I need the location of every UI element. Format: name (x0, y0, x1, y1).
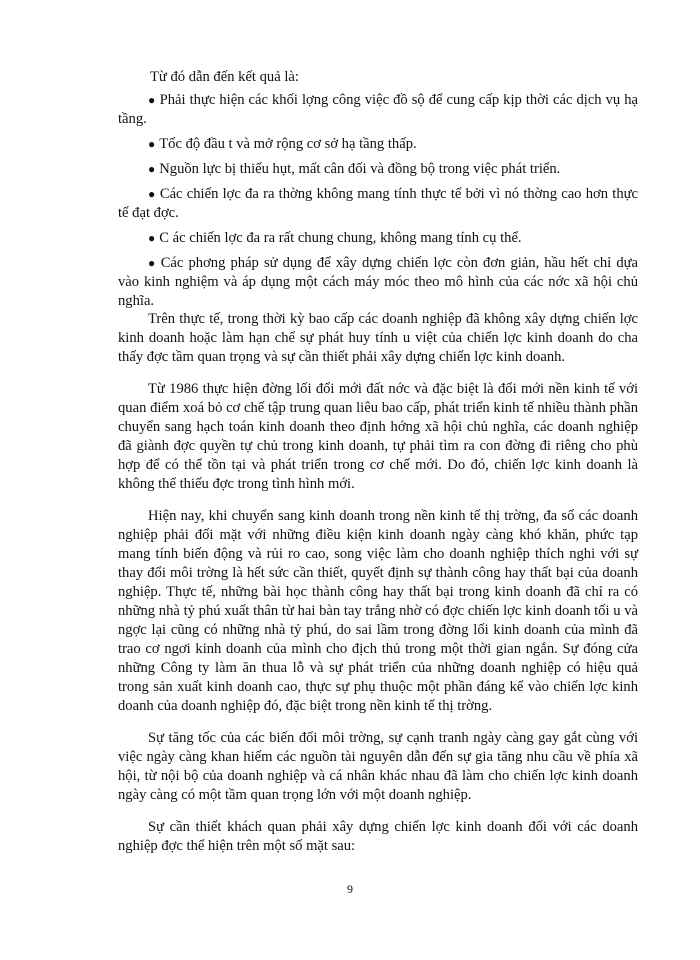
bullet-icon: ● (148, 162, 156, 176)
bullet-icon: ● (148, 187, 156, 201)
bullet-item: ● Nguồn lực bị thiếu hụt, mất cân đối và đồng bộ trong việc phát triển. (148, 161, 561, 177)
bullet-item: ● C ác chiến lợc đa ra rất chung chung, không mang tính cụ thể. (148, 230, 522, 246)
bullet-icon: ● (148, 93, 156, 107)
bullet-item: ● Phải thực hiện các khối lợng công việc đồ sộ để cung cấp kịp thời các dịch vụ hạ tầng. (118, 92, 639, 127)
paragraph: Hiện nay, khi chuyển sang kinh doanh trong nền kinh tế thị trờng, đa số các doanh nghiệp phải đối mặt với những điều kiện kinh doanh ngày càng khó khăn, phức tạp mang tính biến động và rủi ro cao, song việc làm cho doanh nghiệp thích nghi với sự thay đổi môi trờng là hết sức cần thiết, quyết định sự thành công hay thất bại của doanh nghiệp. Thực tế, những bài học thành công hay thất bại trong kinh doanh đã chỉ ra có những nhà tỷ phú xuất thân từ hai bàn tay trắng nhờ có đợc chiến lợc kinh doanh tối u và ngợc lại cũng có những nhà tỷ phú, do sai lầm trong đờng lối kinh doanh của mình đã trao cơ ngơi kinh doanh của mình cho địch thủ trong một thời gian ngắn. Sự đóng cửa những Công ty làm ăn thua lỗ và sự phát triển của những doanh nghiệp có hiệu quả trong sản xuất kinh doanh cao, thực sự phụ thuộc một phần đáng kể vào chiến lợc kinh doanh của doanh nghiệp đó, đặc biệt trong nền kinh tế thị trờng. (118, 508, 638, 714)
paragraph: Trên thực tế, trong thời kỳ bao cấp các doanh nghiệp đã không xây dựng chiến lợc kinh doanh hoặc làm hạn chế sự phát huy tính u việt của chiến lợc kinh doanh do cha thấy đợc tầm quan trọng và sự cần thiết phải xây dựng chiến lợc kinh doanh. (118, 311, 638, 365)
bullet-item: ● Các chiến lợc đa ra thờng không mang tính thực tế bởi vì nó thờng cao hơn thực tế đạt đợc. (118, 186, 639, 221)
bullet-item: ● Các phơng pháp sử dụng để xây dựng chiến lợc còn đơn giản, hầu hết chỉ dựa vào kinh nghiệm và áp dụng một cách máy móc theo mô hình của các nớc xã hội chủ nghĩa. (118, 255, 639, 309)
bullet-item: ● Tốc độ đầu t và mở rộng cơ sở hạ tầng thấp. (148, 136, 417, 152)
paragraph: Sự cần thiết khách quan phải xây dựng chiến lợc kinh doanh đối với các doanh nghiệp đợc thể hiện trên một số mặt sau: (118, 819, 638, 854)
page-number: 9 (347, 882, 353, 896)
intro-line: Từ đó dẫn đến kết quả là: (150, 69, 299, 85)
bullet-icon: ● (148, 231, 156, 245)
paragraph: Sự tăng tốc của các biến đổi môi trờng, sự cạnh tranh ngày càng gay gắt cùng với việc ngày càng khan hiếm các nguồn tài nguyên dẫn đến sự gia tăng nhu cầu về phía xã hội, từ nội bộ của doanh nghiệp và cá nhân khác nhau đã làm cho chiến lợc kinh doanh ngày càng có một tầm quan trọng lớn với một doanh nghiệp. (118, 730, 638, 803)
bullet-icon: ● (148, 256, 157, 270)
bullet-icon: ● (148, 137, 156, 151)
bullet-list (118, 91, 638, 317)
body-text (118, 310, 638, 869)
paragraph: Từ 1986 thực hiện đờng lối đổi mới đất nớc và đặc biệt là đổi mới nền kinh tế với quan điểm xoá bỏ cơ chế tập trung quan liêu bao cấp, phát triển kinh tế nhiều thành phần chuyển sang hạch toán kinh doanh theo định hớng xã hội chủ nghĩa, các doanh nghiệp đã giành đợc quyền tự chủ trong kinh doanh, tự phải tìm ra con đờng đi riêng cho phù hợp để có thể tồn tại và phát triển trong cơ chế mới. Do đó, chiến lợc kinh doanh là không thể thiếu đợc trong tình hình mới. (118, 381, 638, 492)
